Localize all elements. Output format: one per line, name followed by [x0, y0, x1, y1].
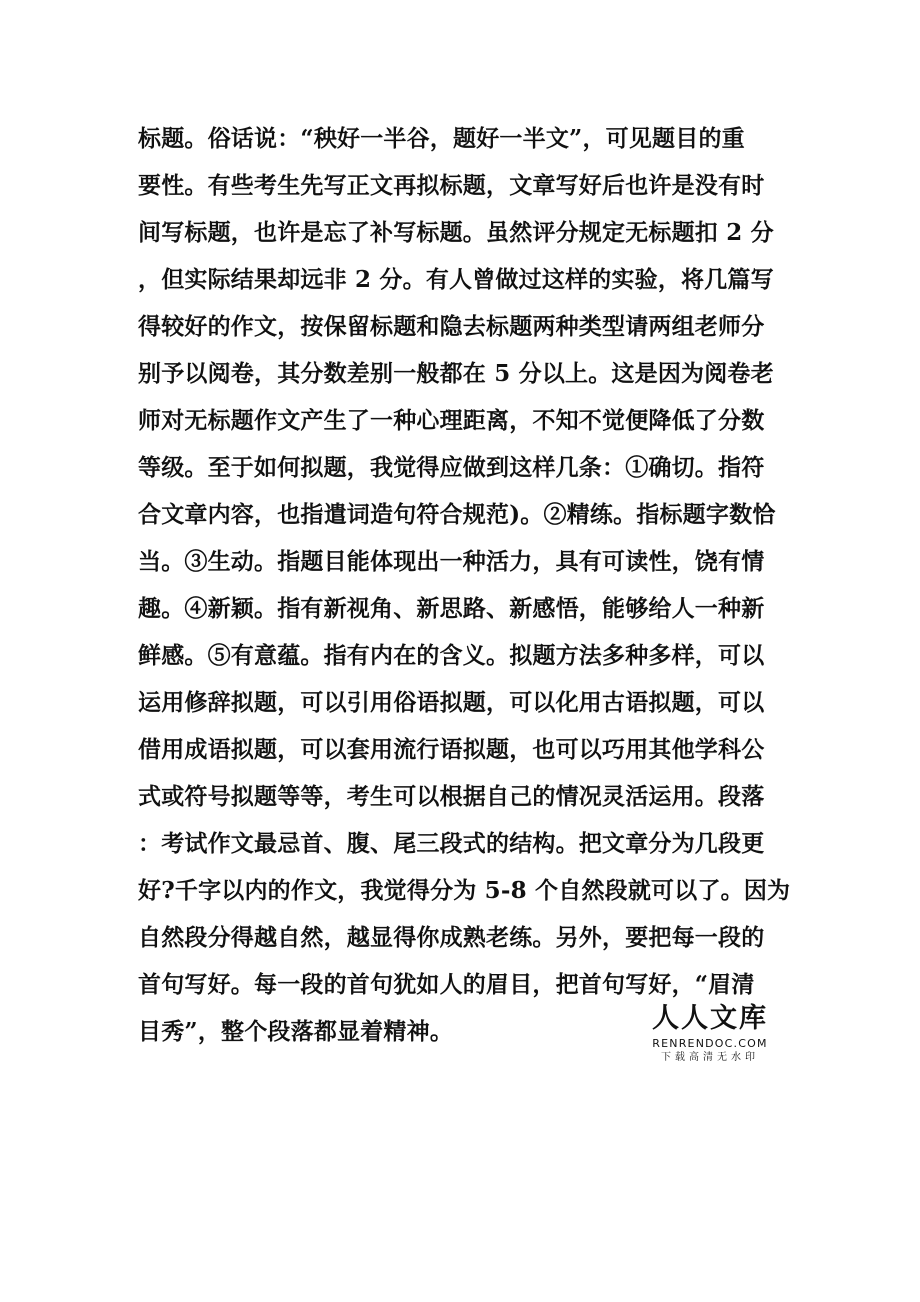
watermark-title: 人人文库: [652, 1003, 768, 1034]
text-line: 自然段分得越自然，越显得你成熟老练。另外，要把每一段的: [138, 924, 765, 951]
text-line: 趣。④新颖。指有新视角、新思路、新感悟，能够给人一种新: [138, 595, 765, 622]
text-line: 师对无标题作文产生了一种心理距离，不知不觉便降低了分数: [138, 407, 765, 434]
text-line: 运用修辞拟题，可以引用俗语拟题，可以化用古语拟题，可以: [138, 689, 765, 716]
text-line: 目秀”，整个段落都显着精神。: [138, 1018, 454, 1045]
watermark-subtitle: 下载高清无水印: [661, 1052, 759, 1063]
text-line: 间写标题，也许是忘了补写标题。虽然评分规定无标题扣 2 分: [138, 219, 774, 246]
watermark-site: RENRENDOC.COM: [652, 1037, 768, 1050]
text-line: ：考试作文最忌首、腹、尾三段式的结构。把文章分为几段更: [138, 830, 765, 857]
text-line: 标题。俗话说：“秧好一半谷，题好一半文”，可见题目的重: [138, 125, 745, 152]
body-text: [138, 115, 791, 1055]
text-line: 别予以阅卷，其分数差别一般都在 5 分以上。这是因为阅卷老: [138, 360, 774, 387]
text-line: 得较好的作文，按保留标题和隐去标题两种类型请两组老师分: [138, 313, 765, 340]
watermark-logo: [647, 1001, 773, 1065]
text-line: 首句写好。每一段的首句犹如人的眉目，把首句写好，“眉清: [138, 971, 755, 998]
text-line: 当。③生动。指题目能体现出一种活力，具有可读性，饶有情: [138, 548, 765, 575]
text-line: 好?千字以内的作文，我觉得分为 5-8 个自然段就可以了。因为: [138, 877, 791, 904]
text-line: 式或符号拟题等等，考生可以根据自己的情况灵活运用。段落: [138, 783, 765, 810]
text-line: 合文章内容，也指遣词造句符合规范)。②精练。指标题字数恰: [138, 501, 776, 528]
text-line: ，但实际结果却远非 2 分。有人曾做过这样的实验，将几篇写: [138, 266, 774, 293]
text-line: 鲜感。⑤有意蕴。指有内在的含义。拟题方法多种多样，可以: [138, 642, 765, 669]
text-line: 要性。有些考生先写正文再拟标题，文章写好后也许是没有时: [138, 172, 765, 199]
text-line: 借用成语拟题，可以套用流行语拟题，也可以巧用其他学科公: [138, 736, 765, 763]
text-line: 等级。至于如何拟题，我觉得应做到这样几条：①确切。指符: [138, 454, 765, 481]
